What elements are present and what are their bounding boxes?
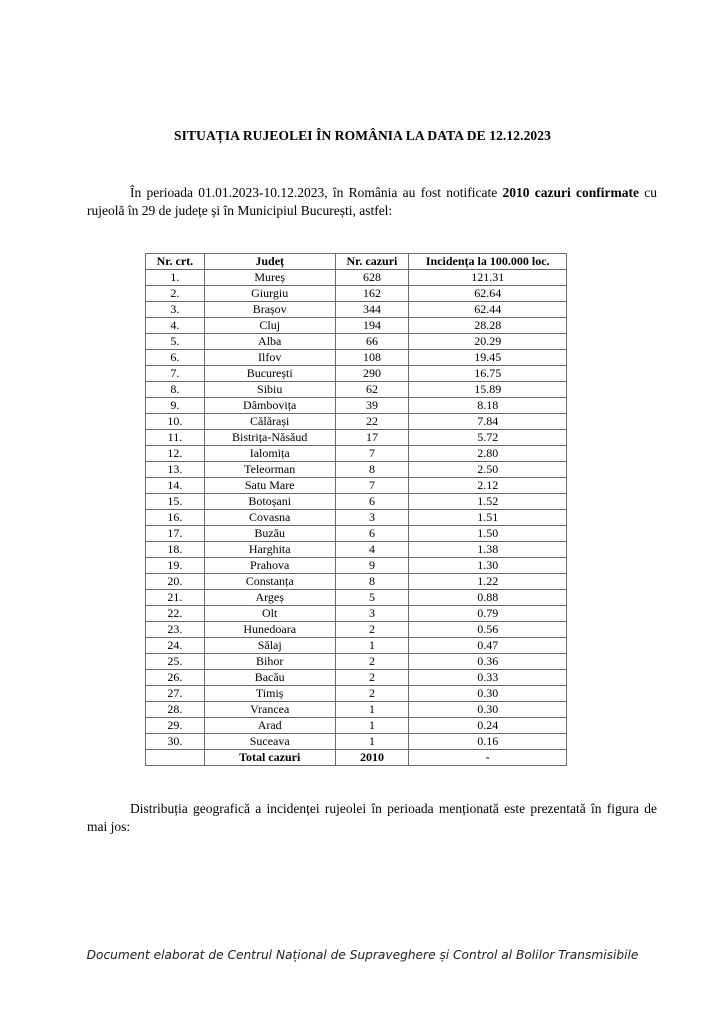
- cell-judet: Olt: [204, 606, 335, 622]
- table-row: [146, 622, 567, 638]
- intro-bold-count: 2010 cazuri confirmate: [502, 185, 639, 200]
- cell-judet: Covasna: [204, 510, 335, 526]
- cell-incidenta: 0.16: [409, 734, 567, 750]
- table-row: [146, 302, 567, 318]
- cell-nr-cazuri: 1: [335, 638, 409, 654]
- cell-judet: Buzău: [204, 526, 335, 542]
- cell-nr-cazuri: 7: [335, 478, 409, 494]
- cell-nr-cazuri: 3: [335, 510, 409, 526]
- cell-nr-crt: 19.: [146, 558, 205, 574]
- cell-judet: Bihor: [204, 654, 335, 670]
- cell-nr-cazuri: 628: [335, 270, 409, 286]
- cell-nr-crt: 2.: [146, 286, 205, 302]
- cell-judet: Constanța: [204, 574, 335, 590]
- intro-text-part2: cu rujeolă în 29 de județe și în Municipiul București, astfel:: [87, 185, 657, 218]
- cell-judet: Arad: [204, 718, 335, 734]
- header-incidenta: Incidența la 100.000 loc.: [409, 254, 567, 270]
- table-row: [146, 414, 567, 430]
- cell-incidenta: 0.88: [409, 590, 567, 606]
- table-row: [146, 350, 567, 366]
- cell-incidenta: 0.30: [409, 686, 567, 702]
- cell-nr-crt: 8.: [146, 382, 205, 398]
- cell-incidenta: 62.44: [409, 302, 567, 318]
- cell-judet: Vrancea: [204, 702, 335, 718]
- cell-incidenta: 121.31: [409, 270, 567, 286]
- intro-text-part1: În perioada 01.01.2023-10.12.2023, în România au fost notificate: [130, 185, 503, 200]
- cell-nr-cazuri: 9: [335, 558, 409, 574]
- cell-judet: Harghita: [204, 542, 335, 558]
- cell-nr-cazuri: 6: [335, 494, 409, 510]
- table-body: [146, 270, 567, 766]
- table-row: [146, 286, 567, 302]
- total-incidence: -: [409, 750, 567, 766]
- cell-judet: Ialomița: [204, 446, 335, 462]
- cell-judet: Bistrița-Năsăud: [204, 430, 335, 446]
- total-cases: 2010: [335, 750, 409, 766]
- cell-nr-cazuri: 344: [335, 302, 409, 318]
- cell-nr-cazuri: 8: [335, 574, 409, 590]
- cell-incidenta: 0.79: [409, 606, 567, 622]
- cell-incidenta: 15.89: [409, 382, 567, 398]
- cell-nr-crt: 22.: [146, 606, 205, 622]
- cell-nr-crt: 1.: [146, 270, 205, 286]
- cell-judet: Teleorman: [204, 462, 335, 478]
- cell-incidenta: 1.52: [409, 494, 567, 510]
- cell-nr-crt: 12.: [146, 446, 205, 462]
- cell-incidenta: 8.18: [409, 398, 567, 414]
- cell-incidenta: 7.84: [409, 414, 567, 430]
- cell-nr-cazuri: 1: [335, 702, 409, 718]
- cell-incidenta: 1.50: [409, 526, 567, 542]
- cell-nr-crt: 5.: [146, 334, 205, 350]
- cell-incidenta: 28.28: [409, 318, 567, 334]
- table-row: [146, 606, 567, 622]
- cell-judet: Giurgiu: [204, 286, 335, 302]
- cell-judet: Cluj: [204, 318, 335, 334]
- cell-incidenta: 1.22: [409, 574, 567, 590]
- cell-nr-crt: 10.: [146, 414, 205, 430]
- cell-incidenta: 2.50: [409, 462, 567, 478]
- cell-nr-cazuri: 1: [335, 734, 409, 750]
- cell-nr-crt: 11.: [146, 430, 205, 446]
- cell-nr-cazuri: 3: [335, 606, 409, 622]
- table-row: [146, 638, 567, 654]
- cell-incidenta: 0.47: [409, 638, 567, 654]
- table-total-row: [146, 750, 567, 766]
- table-row: [146, 446, 567, 462]
- cell-incidenta: 62.64: [409, 286, 567, 302]
- cell-incidenta: 1.38: [409, 542, 567, 558]
- cell-incidenta: 0.33: [409, 670, 567, 686]
- table-row: [146, 270, 567, 286]
- cell-judet: Botoșani: [204, 494, 335, 510]
- cell-judet: Timiș: [204, 686, 335, 702]
- cell-nr-crt: 29.: [146, 718, 205, 734]
- cell-nr-cazuri: 1: [335, 718, 409, 734]
- cell-nr-crt: 20.: [146, 574, 205, 590]
- cell-incidenta: 2.12: [409, 478, 567, 494]
- cell-nr-cazuri: 108: [335, 350, 409, 366]
- cell-nr-crt: 6.: [146, 350, 205, 366]
- table-row: [146, 654, 567, 670]
- cell-nr-crt: 13.: [146, 462, 205, 478]
- cell-nr-crt: 3.: [146, 302, 205, 318]
- cell-incidenta: 16.75: [409, 366, 567, 382]
- cell-nr-cazuri: 2: [335, 686, 409, 702]
- table-row: [146, 382, 567, 398]
- cell-nr-crt: 16.: [146, 510, 205, 526]
- cell-nr-crt: 14.: [146, 478, 205, 494]
- cell-nr-cazuri: 22: [335, 414, 409, 430]
- cell-nr-crt: 7.: [146, 366, 205, 382]
- cell-nr-cazuri: 8: [335, 462, 409, 478]
- header-nr-crt: Nr. crt.: [146, 254, 205, 270]
- distribution-paragraph: Distribuția geografică a incidenței rujeolei în perioada menționată este prezentată în figura de mai jos:: [87, 801, 657, 834]
- cell-nr-crt: 28.: [146, 702, 205, 718]
- cell-judet: Suceava: [204, 734, 335, 750]
- table-header-row: [146, 254, 567, 270]
- cell-nr-cazuri: 39: [335, 398, 409, 414]
- table-row: [146, 542, 567, 558]
- cell-judet: Bacău: [204, 670, 335, 686]
- cell-nr-crt: 24.: [146, 638, 205, 654]
- document-footer: Document elaborat de Centrul Național de Supraveghere și Control al Bolilor Transmisibile: [86, 948, 639, 962]
- cell-nr-cazuri: 194: [335, 318, 409, 334]
- table-row: [146, 574, 567, 590]
- cell-nr-crt: 23.: [146, 622, 205, 638]
- table-row: [146, 686, 567, 702]
- cell-nr-crt: 9.: [146, 398, 205, 414]
- cell-nr-cazuri: 17: [335, 430, 409, 446]
- intro-paragraph: [87, 184, 657, 220]
- measles-cases-table: [145, 253, 567, 766]
- cell-nr-crt: 25.: [146, 654, 205, 670]
- cell-incidenta: 19.45: [409, 350, 567, 366]
- header-judet: Județ: [204, 254, 335, 270]
- cell-nr-cazuri: 2: [335, 654, 409, 670]
- cell-incidenta: 20.29: [409, 334, 567, 350]
- cell-judet: Prahova: [204, 558, 335, 574]
- table-row: [146, 494, 567, 510]
- cell-incidenta: 5.72: [409, 430, 567, 446]
- cell-nr-cazuri: 2: [335, 622, 409, 638]
- cell-nr-cazuri: 66: [335, 334, 409, 350]
- cell-judet: Sibiu: [204, 382, 335, 398]
- cell-nr-crt: 15.: [146, 494, 205, 510]
- cell-incidenta: 0.56: [409, 622, 567, 638]
- cell-judet: Argeș: [204, 590, 335, 606]
- cell-nr-crt: 26.: [146, 670, 205, 686]
- table-row: [146, 734, 567, 750]
- total-label: Total cazuri: [204, 750, 335, 766]
- cell-judet: Satu Mare: [204, 478, 335, 494]
- cell-nr-cazuri: 4: [335, 542, 409, 558]
- cell-judet: Alba: [204, 334, 335, 350]
- cell-incidenta: 1.51: [409, 510, 567, 526]
- cell-judet: Ilfov: [204, 350, 335, 366]
- cell-judet: Sălaj: [204, 638, 335, 654]
- cell-judet: București: [204, 366, 335, 382]
- cell-incidenta: 2.80: [409, 446, 567, 462]
- cell-judet: Mureș: [204, 270, 335, 286]
- table-row: [146, 558, 567, 574]
- cell-judet: Dâmbovița: [204, 398, 335, 414]
- cell-nr-cazuri: 7: [335, 446, 409, 462]
- cell-nr-cazuri: 162: [335, 286, 409, 302]
- table-row: [146, 670, 567, 686]
- cell-incidenta: 0.30: [409, 702, 567, 718]
- table-row: [146, 510, 567, 526]
- cell-incidenta: 0.36: [409, 654, 567, 670]
- cell-nr-cazuri: 62: [335, 382, 409, 398]
- document-title: SITUAȚIA RUJEOLEI ÎN ROMÂNIA LA DATA DE 12.12.2023: [174, 128, 551, 143]
- table-row: [146, 718, 567, 734]
- table-row: [146, 430, 567, 446]
- table-row: [146, 702, 567, 718]
- table-row: [146, 398, 567, 414]
- total-empty-cell: [146, 750, 205, 766]
- cell-judet: Hunedoara: [204, 622, 335, 638]
- cell-nr-crt: 21.: [146, 590, 205, 606]
- cell-nr-cazuri: 2: [335, 670, 409, 686]
- cell-nr-crt: 30.: [146, 734, 205, 750]
- cell-incidenta: 1.30: [409, 558, 567, 574]
- cell-nr-crt: 18.: [146, 542, 205, 558]
- table-row: [146, 462, 567, 478]
- cell-nr-crt: 17.: [146, 526, 205, 542]
- cell-judet: Brașov: [204, 302, 335, 318]
- header-nr-cazuri: Nr. cazuri: [335, 254, 409, 270]
- table-row: [146, 478, 567, 494]
- cell-incidenta: 0.24: [409, 718, 567, 734]
- cell-nr-crt: 27.: [146, 686, 205, 702]
- table-row: [146, 366, 567, 382]
- table-row: [146, 334, 567, 350]
- cell-nr-cazuri: 5: [335, 590, 409, 606]
- cell-nr-crt: 4.: [146, 318, 205, 334]
- table-row: [146, 590, 567, 606]
- table-row: [146, 526, 567, 542]
- table-row: [146, 318, 567, 334]
- cell-nr-cazuri: 6: [335, 526, 409, 542]
- cell-judet: Călărași: [204, 414, 335, 430]
- cell-nr-cazuri: 290: [335, 366, 409, 382]
